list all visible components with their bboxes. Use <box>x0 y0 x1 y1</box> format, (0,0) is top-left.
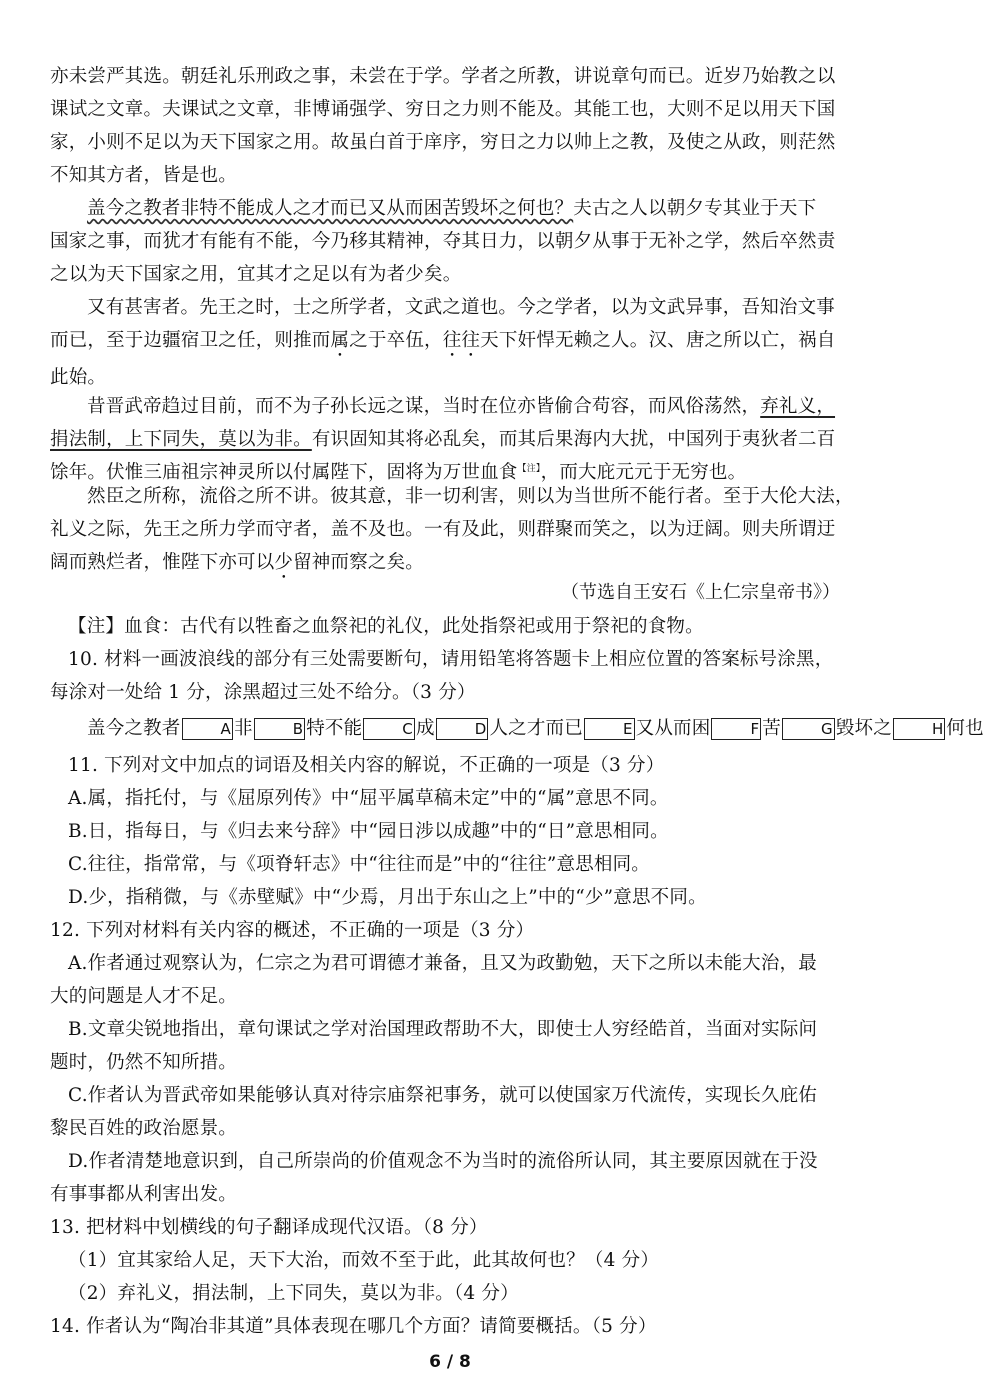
option-d[interactable]: D.少，指稍微，与《赤壁赋》中“少焉，月出于东山之上”中的“少”意思不同。 <box>68 887 707 908</box>
text-segment: 天下奸悍无赖之人。汉、唐之所以亡，祸自 <box>480 330 836 351</box>
sentence-segment: 特不能 <box>306 718 363 739</box>
sentence-segment: 人之才而已 <box>489 718 583 739</box>
text-line <box>50 423 850 456</box>
text-line <box>50 324 850 361</box>
sentence-segment: 苦 <box>762 718 781 739</box>
q10-sentence-with-boxes <box>50 712 984 745</box>
text-line <box>50 192 850 225</box>
text-line: 不知其方者，皆是也。 <box>50 165 238 186</box>
sentence-segment: 盖今之教者 <box>87 718 181 739</box>
passage-source: （节选自王安石《上仁宗皇帝书》） <box>561 582 840 603</box>
question-stem: 11. 下列对文中加点的词语及相关内容的解说，不正确的一项是（3 分） <box>68 755 665 776</box>
passage-paragraph-5 <box>50 480 854 583</box>
footnote-marker: 【注】 <box>517 463 541 474</box>
text-line: 家，小则不足以为天下国家之用。故虽白首于庠序，穷日之力以帅上之教，及使之从政，则茫然 <box>50 132 836 153</box>
footnote <box>50 610 850 643</box>
option-c[interactable]: C.作者认为晋武帝如果能够认真对待宗庙祭祀事务，就可以使国家万代流传，实现长久庇佑 <box>68 1085 818 1106</box>
question-stem: 10. 材料一画波浪线的部分有三处需要断句，请用铅笔将答题卡上相应位置的答案标号涂黑， <box>68 649 834 670</box>
sub-question-2: （2）弃礼义，捐法制，上下同失，莫以为非。（4 分） <box>68 1283 519 1304</box>
option-d[interactable]: D.作者清楚地意识到，自己所崇尚的价值观念不为当时的流俗所认同，其主要原因就在于没 <box>68 1151 818 1172</box>
option-b-cont[interactable]: 题时，仍然不知所措。 <box>50 1052 238 1073</box>
text-segment: 馀年。伏惟三庙祖宗神灵所以付属陛下，固将为万世血食 <box>50 462 518 483</box>
question-11 <box>50 749 850 914</box>
sentence-segment: 毁坏之 <box>835 718 892 739</box>
option-b[interactable]: B.文章尖锐地指出，章句课试之学对治国理政帮助不大，即使士人穷经皓首，当面对实际问 <box>68 1019 818 1040</box>
dotted-word-shao: 少 <box>274 552 294 573</box>
option-d-cont[interactable]: 有事事都从利害出发。 <box>50 1184 238 1205</box>
text-segment: ，而大庇元元于无穷也。 <box>540 462 747 483</box>
text-line <box>50 390 850 423</box>
text-line: 之以为天下国家之用，宜其才之足以有为者少矣。 <box>50 264 462 285</box>
question-stem: 13. 把材料中划横线的句子翻译成现代汉语。（8 分） <box>50 1217 488 1238</box>
text-line: 又有甚害者。先王之时，士之所学者，文武之道也。今之学者，以为文武异事，吾知治文事 <box>87 297 836 318</box>
text-line <box>50 712 984 745</box>
text-line: 然臣之所称，流俗之所不讲。彼其意，非一切利害，则以为当世所不能行者。至于大伦大法， <box>87 486 854 507</box>
question-stem: 每涂对一处给 1 分，涂黑超过三处不给分。（3 分） <box>50 682 476 703</box>
sentence-segment: 何也 <box>946 718 984 739</box>
option-b[interactable]: B.日，指每日，与《归去来兮辞》中“园日涉以成趣”中的“日”意思相同。 <box>68 821 669 842</box>
dotted-word-wangwang: 往往 <box>442 330 481 351</box>
text-segment: 之于卒伍， <box>349 330 443 351</box>
passage-paragraph-1 <box>50 60 850 192</box>
text-segment: 有识固知其将必乱矣，而其后果海内大扰，中国列于夷狄者二百 <box>311 429 836 450</box>
text-segment: 昔晋武帝趋过目前，而不为子孙长远之谋，当时在位亦皆偷合苟容，而风俗荡然， <box>87 396 761 417</box>
question-12 <box>50 914 850 1211</box>
text-line: 国家之事，而犹才有能有不能，今乃移其精神，夺其日力，以朝夕从事于无补之学，然后卒然责 <box>50 231 836 252</box>
text-segment: 阔而熟烂者，惟陛下亦可以 <box>50 552 275 573</box>
underlined-sentence: 弃礼义， <box>760 396 836 417</box>
sentence-segment: 成 <box>415 718 435 739</box>
text-line: 礼义之际，先王之所力学而守者，盖不及也。一有及此，则群聚而笑之，以为迂阔。则夫所谓迂 <box>50 519 836 540</box>
sentence-segment: 非 <box>233 718 253 739</box>
option-c[interactable]: C.往往，指常常，与《项脊轩志》中“往往而是”中的“往往”意思相同。 <box>68 854 651 875</box>
question-stem: 12. 下列对材料有关内容的概述，不正确的一项是（3 分） <box>50 920 535 941</box>
text-line: 【注】血食：古代有以牲畜之血祭祀的礼仪，此处指祭祀或用于祭祀的食物。 <box>68 616 704 637</box>
page-number: 6 / 8 <box>429 1352 471 1372</box>
sub-question-1: （1）宜其家给人足，天下大治，而效不至于此，此其故何也？（4 分） <box>68 1250 660 1271</box>
answer-box-e[interactable]: E <box>584 718 635 740</box>
text-segment: 夫古之人以朝夕专其业于天下 <box>573 198 817 219</box>
answer-box-d[interactable]: D <box>436 718 489 740</box>
answer-box-g[interactable]: G <box>782 718 835 740</box>
question-14 <box>50 1310 850 1343</box>
passage-paragraph-3 <box>50 291 850 394</box>
option-a[interactable]: A.作者通过观察认为，仁宗之为君可谓德才兼备，且又为政勤勉，天下之所以未能大治，最 <box>68 953 817 974</box>
dotted-word-shu: 属 <box>330 330 350 351</box>
underlined-sentence: 捐法制，上下同失，莫以为非。 <box>50 429 312 450</box>
answer-box-c[interactable]: C <box>363 718 415 740</box>
question-13 <box>50 1211 850 1310</box>
option-a-cont[interactable]: 大的问题是人才不足。 <box>50 986 238 1007</box>
answer-box-h[interactable]: H <box>893 718 945 740</box>
option-a[interactable]: A.属，指托付，与《屈原列传》中“屈平属草稿未定”中的“属”意思不同。 <box>68 788 669 809</box>
option-c-cont[interactable]: 黎民百姓的政治愿景。 <box>50 1118 238 1139</box>
text-segment: 而已，至于边疆宿卫之任，则推而 <box>50 330 331 351</box>
question-stem: 14. 作者认为“陶冶非其道”具体表现在哪几个方面？请简要概括。（5 分） <box>50 1316 657 1337</box>
text-line: 亦未尝严其选。朝廷礼乐刑政之事，未尝在于学。学者之所教，讲说章句而已。近岁乃始教之以 <box>50 66 836 87</box>
answer-box-b[interactable]: B <box>254 718 306 740</box>
answer-box-a[interactable]: A <box>182 718 233 740</box>
text-line: 课试之文章。夫课试之文章，非博诵强学、穷日之力则不能及。其能工也，大则不足以用天下国 <box>50 99 836 120</box>
passage-paragraph-2 <box>50 192 850 291</box>
text-segment: 留神而察之矣。 <box>293 552 425 573</box>
passage-paragraph-4 <box>50 390 850 489</box>
wavy-underlined-sentence: 盖今之教者非特不能成人之才而已又从而困苦毁坏之何也？ <box>87 198 574 219</box>
text-line: 此始。 <box>50 367 107 388</box>
answer-box-f[interactable]: F <box>711 718 761 740</box>
question-10 <box>50 643 850 709</box>
sentence-segment: 又从而困 <box>635 718 711 739</box>
